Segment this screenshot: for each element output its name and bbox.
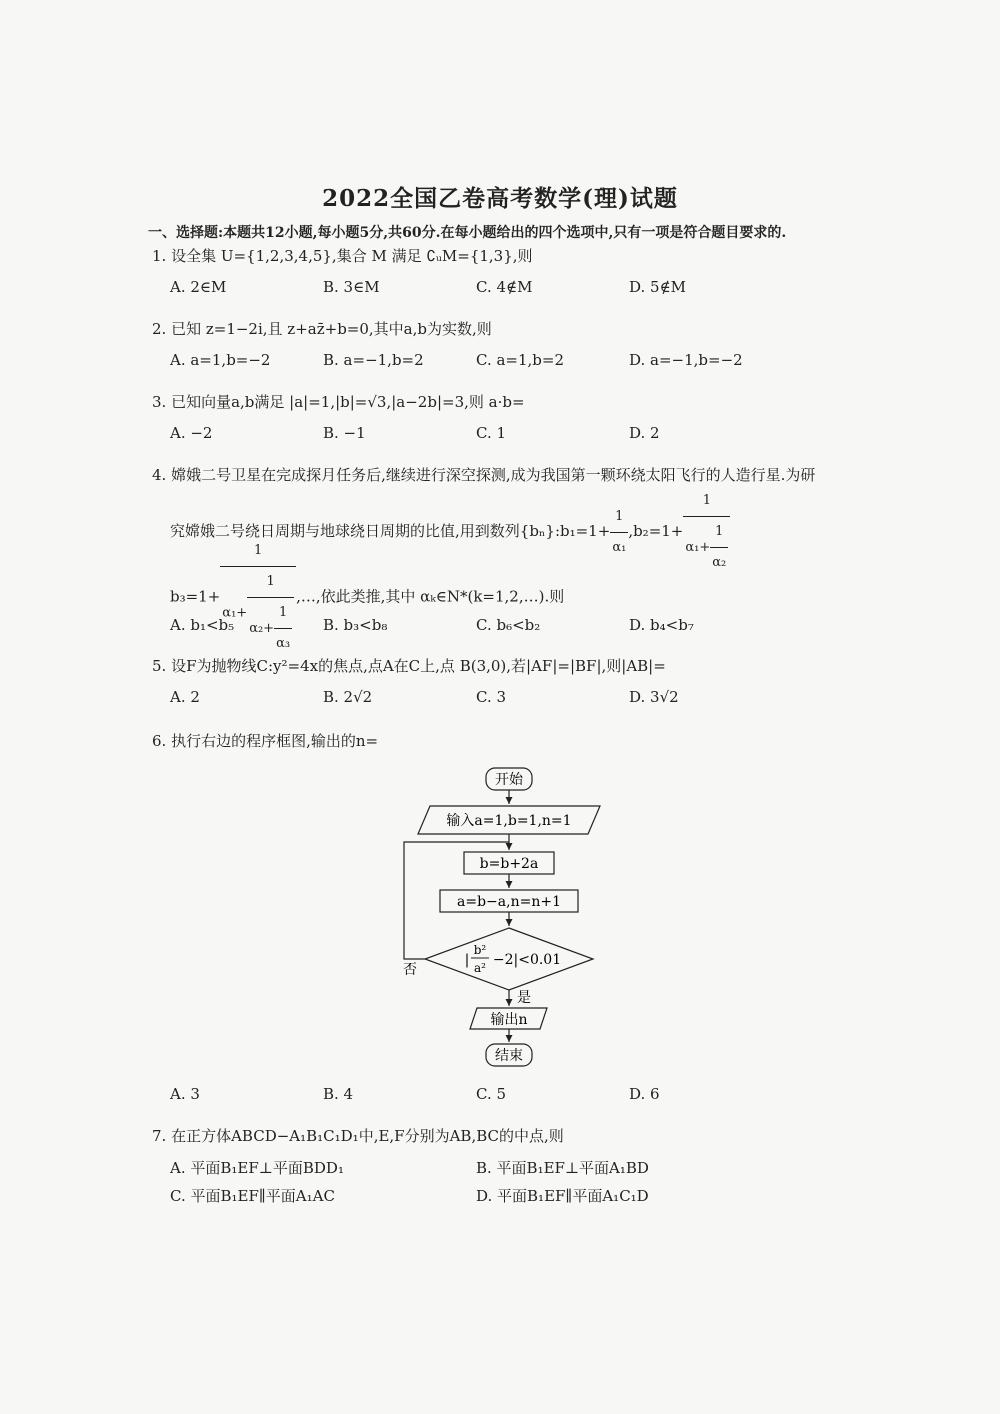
option-c: C. b₆<b₂	[476, 616, 541, 634]
option-b: B. 平面B₁EF⊥平面A₁BD	[476, 1159, 649, 1177]
option-d: D. 平面B₁EF∥平面A₁C₁D	[476, 1187, 649, 1205]
flow-input-label: 输入a=1,b=1,n=1	[446, 813, 572, 829]
flow-cond-rest: −2|<0.01	[492, 952, 562, 968]
option-a: A. 2	[170, 688, 200, 706]
question-5-options	[170, 688, 870, 710]
question-6-options	[170, 1085, 870, 1107]
fraction: 1 α₁+ $\frac{1}{\text{α₂}}$	[683, 486, 730, 578]
option-c: C. 5	[476, 1085, 507, 1103]
question-2-options	[170, 351, 870, 373]
option-d: D. 2	[629, 424, 660, 442]
question-2: 2. 已知 z=1−2i,且 z+az̄+b=0,其中a,b为实数,则	[152, 320, 492, 338]
question-3-options	[170, 424, 870, 446]
option-b: B. 2√2	[323, 688, 373, 706]
option-a: A. 平面B₁EF⊥平面BDD₁	[170, 1159, 344, 1177]
flow-step2-label: a=b−a,n=n+1	[457, 894, 561, 910]
flow-start-label: 开始	[495, 772, 523, 788]
option-a: A. 3	[170, 1085, 200, 1103]
flow-output-label: 输出n	[490, 1012, 528, 1028]
option-d: D. a=−1,b=−2	[629, 351, 743, 369]
option-d: D. 5∉M	[629, 278, 687, 296]
option-b: B. 3∈M	[323, 278, 380, 296]
option-c: C. 1	[476, 424, 507, 442]
flowchart	[390, 760, 620, 1075]
question-1-options	[170, 278, 870, 300]
flow-cond-denominator: a²	[474, 961, 486, 975]
option-c: C. 平面B₁EF∥平面A₁AC	[170, 1187, 335, 1205]
question-1: 1. 设全集 U={1,2,3,4,5},集合 M 满足 ∁ᵤM={1,3},则	[152, 247, 533, 265]
flow-no-label: 否	[403, 962, 417, 978]
question-4-line3: b₃=1+ 1 α₁+ 1 α₂+ $\frac{1}{\text{α₃}}$ ,…,依此类推,其中 αₖ∈N*(k=1,2,…).则	[170, 536, 564, 659]
question-4-line1: 4. 嫦娥二号卫星在完成探月任务后,继续进行深空探测,成为我国第一颗环绕太阳飞行的人造行星.为研	[152, 466, 816, 484]
option-c: C. a=1,b=2	[476, 351, 565, 369]
flow-end-label: 结束	[495, 1048, 523, 1064]
flow-yes-label: 是	[517, 990, 531, 1006]
section-heading: 一、选择题:本题共12小题,每小题5分,共60分.在每小题给出的四个选项中,只有一项是符合题目要求的.	[148, 225, 787, 241]
question-3: 3. 已知向量a,b满足 |a|=1,|b|=√3,|a−2b|=3,则 a·b=	[152, 393, 525, 411]
option-a: A. b₁<b₅	[170, 616, 235, 634]
question-5: 5. 设F为抛物线C:y²=4x的焦点,点A在C上,点 B(3,0),若|AF|=|BF|,则|AB|=	[152, 657, 666, 675]
question-7: 7. 在正方体ABCD−A₁B₁C₁D₁中,E,F分别为AB,BC的中点,则	[152, 1127, 564, 1145]
option-b: B. b₃<b₈	[323, 616, 388, 634]
question-6: 6. 执行右边的程序框图,输出的n=	[152, 732, 379, 750]
flow-cond-bar: |	[464, 952, 470, 968]
flow-step1-label: b=b+2a	[479, 856, 539, 872]
option-d: D. 6	[629, 1085, 660, 1103]
fraction: 1 α₁+ 1 α₂+ $\frac{1}{\text{α₃}}$	[220, 536, 296, 659]
option-d: D. b₄<b₇	[629, 616, 694, 634]
option-b: B. −1	[323, 424, 366, 442]
option-b: B. a=−1,b=2	[323, 351, 424, 369]
question-4-options	[170, 616, 870, 638]
question-4-line2: 究嫦娥二号绕日周期与地球绕日周期的比值,用到数列{bₙ}:b₁=1+ $\frac{1}{\text{α₁}}$ ,b₂=1+ 1 α₁+ $\frac{1}{\text{α₂}}$	[170, 486, 730, 578]
option-c: C. 4∉M	[476, 278, 533, 296]
fraction: $\frac{1}{\text{α₁}}$	[610, 502, 628, 563]
option-a: A. a=1,b=−2	[170, 351, 271, 369]
option-a: A. −2	[170, 424, 213, 442]
option-a: A. 2∈M	[170, 278, 227, 296]
option-b: B. 4	[323, 1085, 354, 1103]
option-c: C. 3	[476, 688, 507, 706]
option-d: D. 3√2	[629, 688, 679, 706]
flow-cond-numerator: b²	[473, 943, 487, 957]
page-title: 2022全国乙卷高考数学(理)试题	[322, 185, 678, 212]
